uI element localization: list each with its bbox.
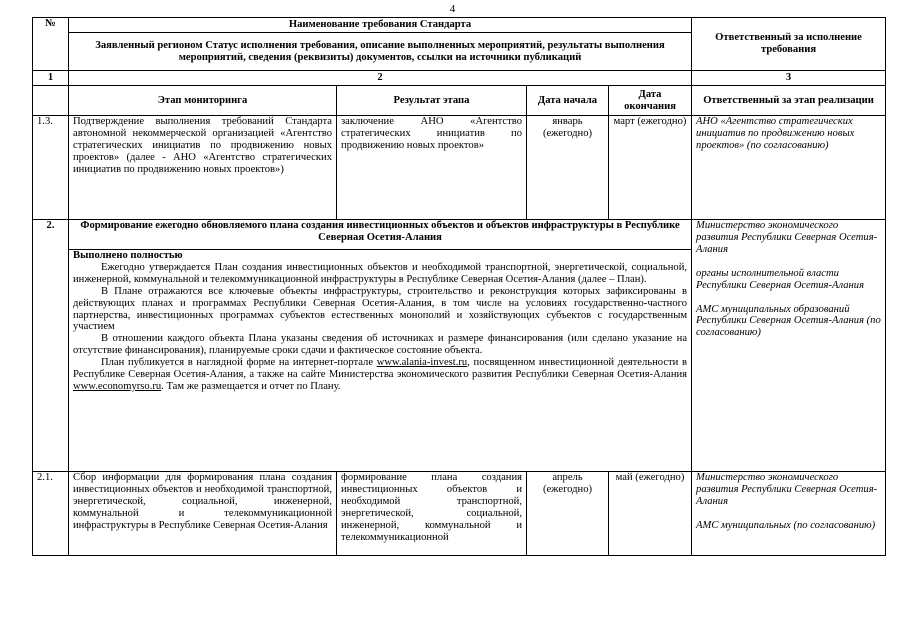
header-stage: Этап мониторинга [69,86,337,116]
table-row [33,116,886,220]
requirements-table [32,17,886,556]
row-responsible [692,220,886,472]
description-paragraph: В отношении каждого объекта Плана указаны сведения об источниках и размере финансирования (или сделано указание на отсутствие финансирования), планируемые сроки сдачи и фактическое состояние объекта. [73,333,688,357]
row-stage: Сбор информации для формирования плана создания инвестиционных объектов и необходимой транспортной, энергетической, социальной, инженерной, коммунальной и телекоммуникационной инфраструктуры в Республике Северная Осетия-Алания [69,472,337,556]
table-row [33,220,886,250]
header-number: № [33,18,69,71]
responsible-municipal-admin: АМС муниципальных образований Республики Северная Осетия-Алания (по согласованию) [696,303,881,339]
row-end-date: март (ежегодно) [609,116,692,220]
paragraph-text: План публикуется в наглядной форме на интернет-портале [101,357,377,369]
header-responsible: Ответственный за исполнение требования [692,18,886,71]
row-responsible: АНО «Агентство стратегических инициатив по продвижению новых проектов» (по согласованию) [692,116,886,220]
alania-invest-link[interactable]: www.alania-invest.ru [376,357,468,369]
row-stage: Подтверждение выполнения требований Стандарта автономной некоммерческой организацией «Агентство стратегических инициатив по продвижению новых проектов» (далее - АНО «Агентство стратегических инициатив по продвижению новых проектов») [69,116,337,220]
row-result: формирование плана создания инвестиционных объектов и необходимой транспортной, энергетической, социальной, инженерной, коммунальной и телекоммуникационной [337,472,527,556]
paragraph-text: , посвященном инвестиционной деятельности в Республике Северная Осетия-Алания, а также на сайте Министерства экономического развития Республики Северная Осетия-Алания [73,357,688,381]
row-title: Формирование ежегодно обновляемого плана создания инвестиционных объектов и объектов инфраструктуры в Республике Северная Осетия-Алания [69,220,692,250]
responsible-ministry: Министерство экономического развития Республики Северная Осетия-Алания [696,472,878,507]
responsible-ministry: Министерство экономического развития Республики Северная Осетия-Алания [696,220,878,255]
header-requirement-status: Заявленный регионом Статус исполнения требования, описание выполненных мероприятий, результаты выполнения мероприятий, сведения (реквизиты) документов, ссылки на источники публикаций [69,33,692,71]
header-col-2: 2 [69,71,692,86]
row-number: 2.1. [33,472,69,556]
header-requirement-name: Наименование требования Стандарта [69,18,692,33]
page-number: 4 [449,3,456,15]
table-row [33,472,886,556]
header-stage-responsible: Ответственный за этап реализации [692,86,886,116]
economyrso-link[interactable]: www.economyrso.ru [73,380,162,392]
description-paragraph [73,357,687,393]
header-col-1: 1 [33,71,69,86]
row-description [69,250,692,472]
responsible-municipal-admin: АМС муниципальных (по согласованию) [696,519,876,531]
row-start-date: апрель (ежегодно) [527,472,609,556]
header-col-3: 3 [692,71,886,86]
header-empty-cell [33,86,69,116]
row-start-date: январь (ежегодно) [527,116,609,220]
paragraph-text: . Там же размещается и отчет по Плану. [161,380,341,392]
description-paragraph: В Плане отражаются все ключевые объекты инфраструктуры, строительство и реконструкция которых зафиксированы в действующих планах и программах Республики Северная Осетия-Алания, в том числе на условиях государственно-частного партнерства, инвестиционных программах субъектов естественных монополий и хозяйствующих субъектов с государственным участием [73,285,688,333]
header-start-date: Дата начала [527,86,609,116]
row-end-date: май (ежегодно) [609,472,692,556]
row-result: заключение АНО «Агентство стратегических инициатив по продвижению новых проектов» [337,116,527,220]
row-responsible [692,472,886,556]
header-result: Результат этапа [337,86,527,116]
row-number: 2. [33,220,69,472]
row-number: 1.3. [33,116,69,220]
description-paragraph: Ежегодно утверждается План создания инвестиционных объектов и необходимой транспортной, энергетической, социальной, инженерной, коммунальной и телекоммуникационной инфраструктуры в Республике Северная Осетия-Алания (далее – План). [73,261,688,285]
responsible-executive-bodies: органы исполнительной власти Республики Северная Осетия-Алания [696,267,864,291]
header-end-date: Дата окончания [609,86,692,116]
status-text: Выполнено полностью [73,250,183,261]
